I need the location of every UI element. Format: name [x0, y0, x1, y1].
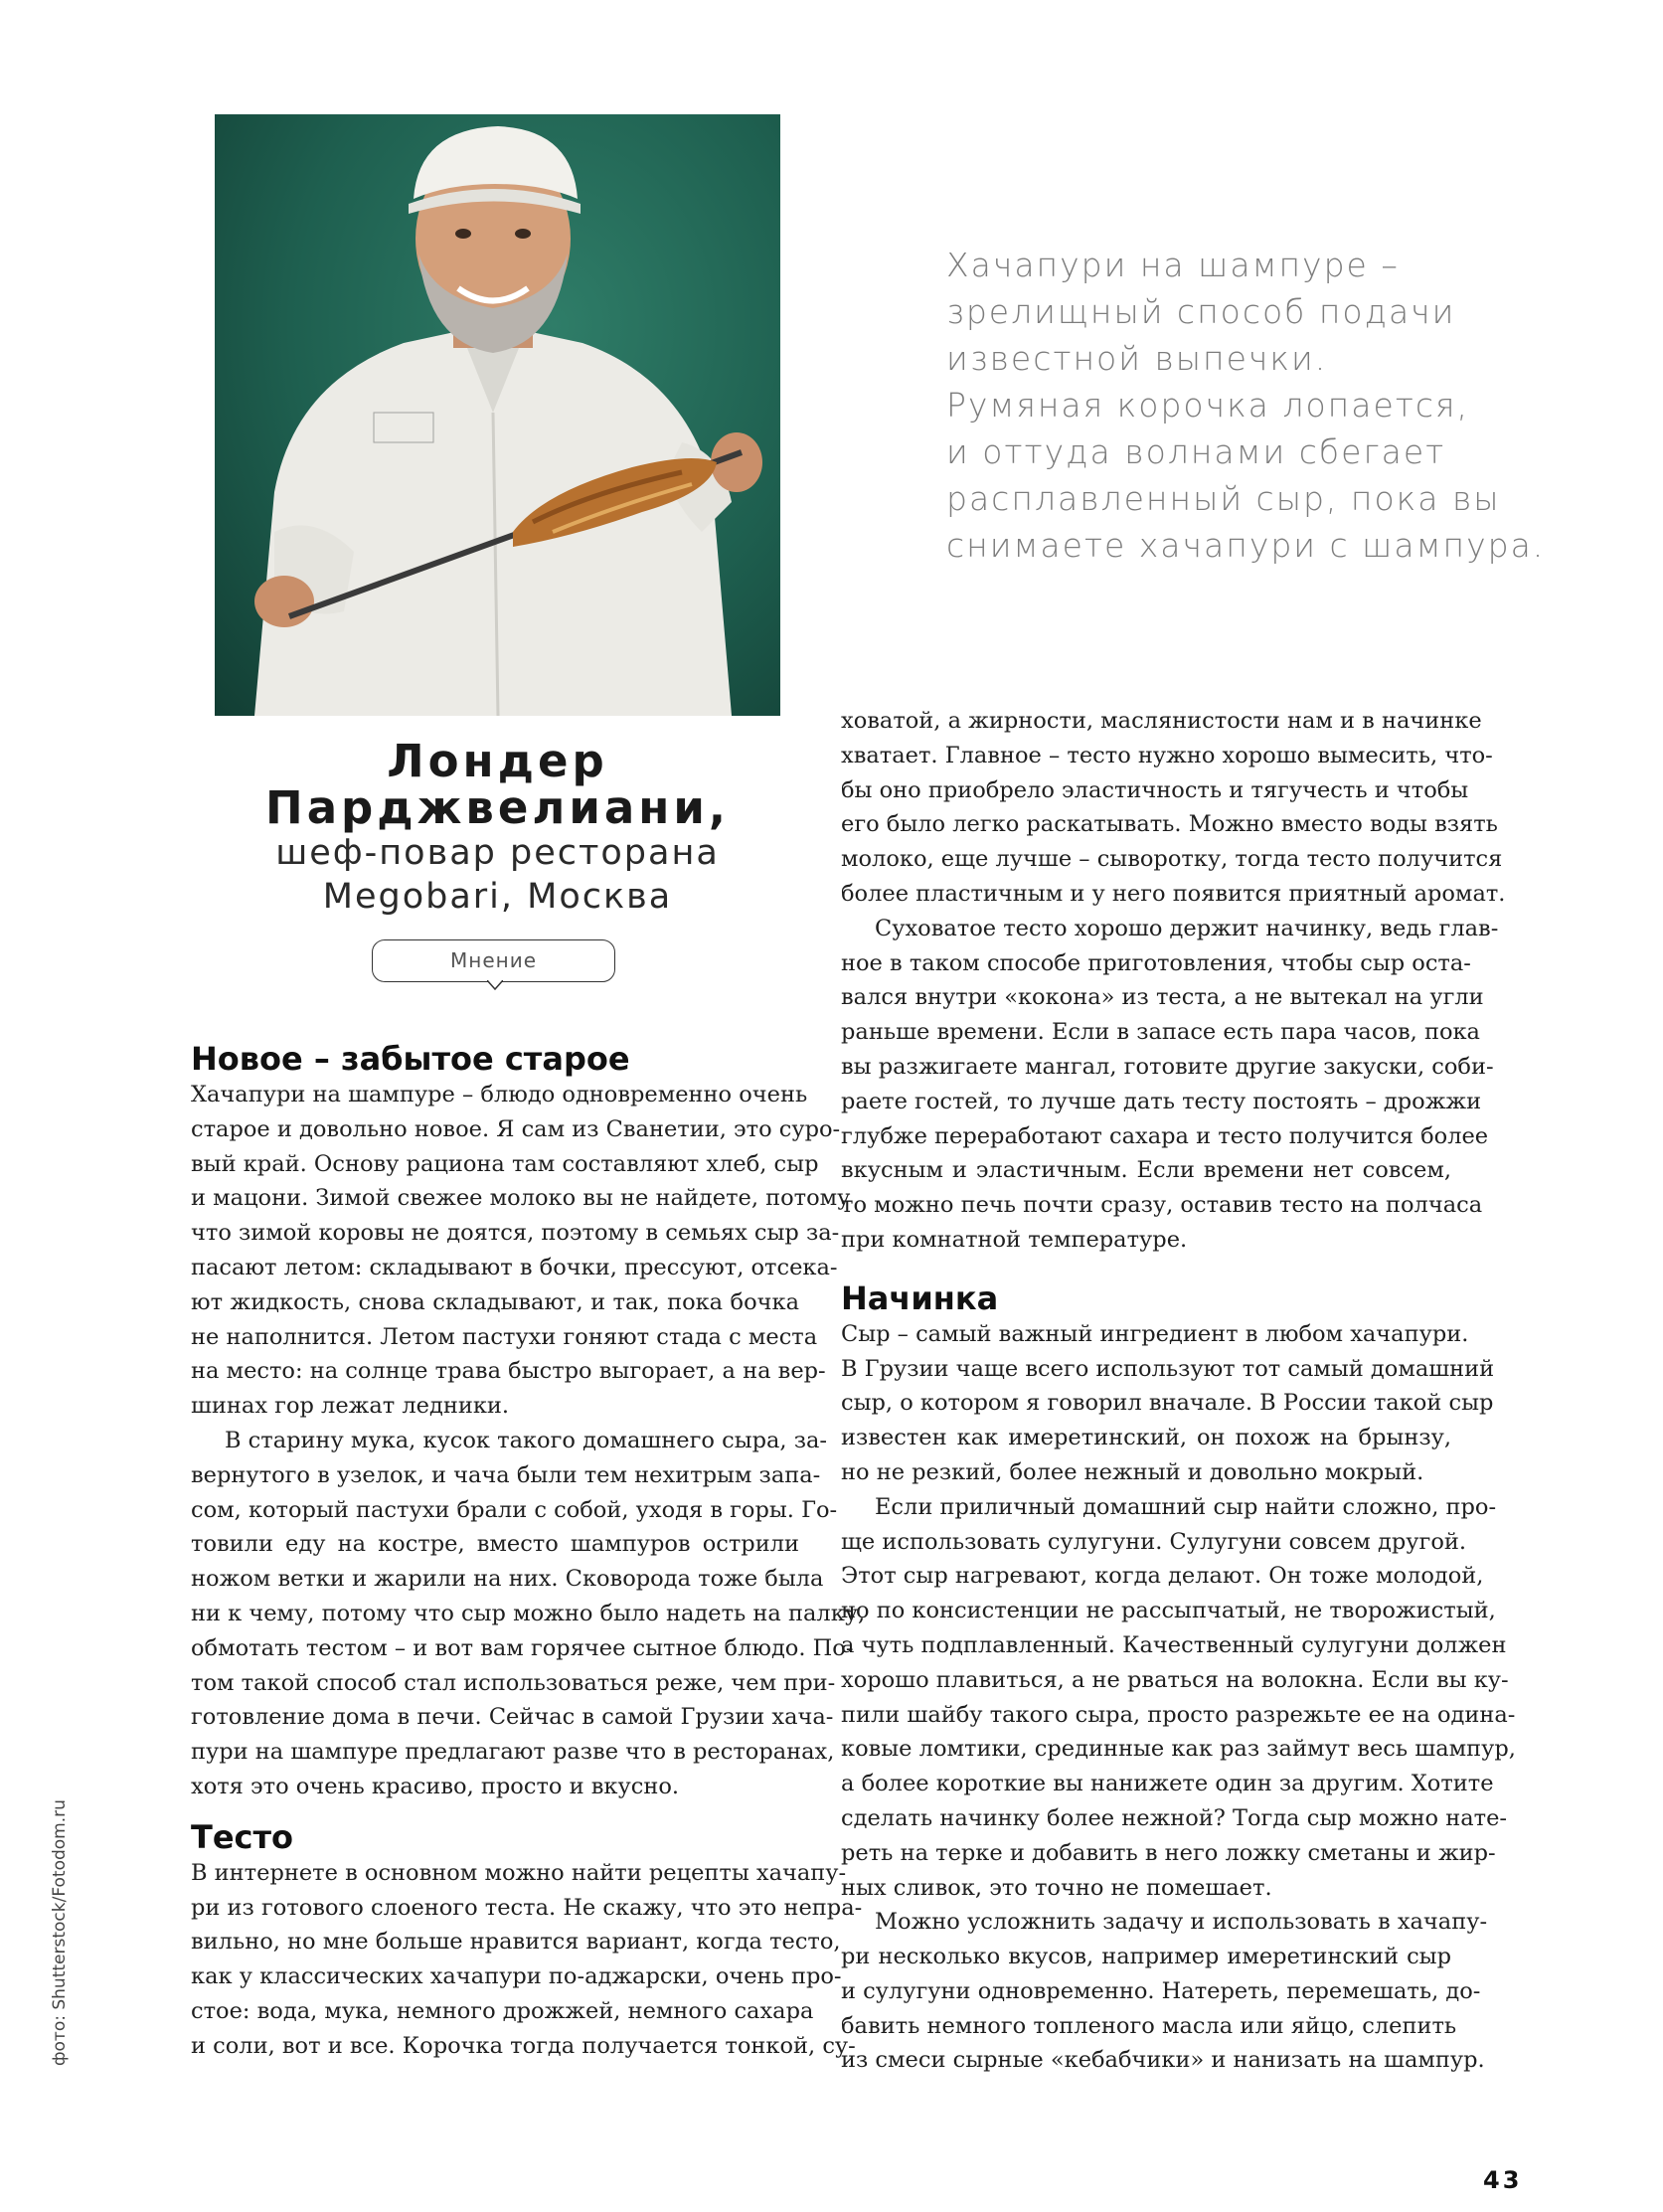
text-line: известен как имеретинский, он похож на брынзу,: [841, 1425, 1451, 1451]
text-line: вый край. Основу рациона там составляют хлеб, сыр: [191, 1150, 819, 1177]
text-line: ще использовать сулугуни. Сулугуни совсем другой.: [841, 1528, 1467, 1555]
text-line: что зимой коровы не доятся, поэтому в семьях сыр за-: [191, 1220, 840, 1247]
article-column-right: [841, 704, 1516, 2078]
text-line: В старину мука, кусок такого домашнего сыра, за-: [225, 1427, 828, 1453]
text-line: из смеси сырные «кебабчики» и нанизать на шампур.: [841, 2047, 1485, 2074]
pull-quote: [946, 242, 1546, 569]
text-line: не наполнится. Летом пастухи гоняют стада с места: [191, 1323, 818, 1350]
text-line: ковые ломтики, срединные как раз займут весь шампур,: [841, 1736, 1516, 1763]
text-line: готовление дома в печи. Сейчас в самой Грузии хача-: [191, 1704, 834, 1731]
text-line: бавить немного топленого масла или яйцо, слепить: [841, 2012, 1457, 2039]
text-line: молоко, еще лучше – сыворотку, тогда тесто получится: [841, 846, 1503, 873]
chef-photo: [215, 114, 780, 716]
text-line: сом, который пастухи брали с собой, уходя в горы. Го-: [191, 1496, 838, 1523]
text-line: шинах гор лежат ледники.: [191, 1393, 510, 1420]
quote-line: снимаете хачапури с шампура.: [946, 526, 1546, 565]
section-heading: Новое – забытое старое: [191, 1040, 630, 1078]
paragraph: [191, 1078, 851, 1424]
text-line: ножом ветки и жарили на них. Сковорода тоже была: [191, 1566, 824, 1593]
author-name-line: Лондер: [387, 735, 608, 787]
text-line: реть на терке и добавить в него ложку сметаны и жир-: [841, 1839, 1496, 1866]
text-line: а более короткие вы нанижете один за другим. Хотите: [841, 1771, 1494, 1797]
text-line: сделать начинку более нежной? Тогда сыр можно нате-: [841, 1804, 1508, 1831]
quote-line: Хачапури на шампуре –: [946, 246, 1400, 284]
paragraph: [841, 912, 1499, 1258]
text-line: Суховатое тесто хорошо держит начинку, ведь глав-: [875, 915, 1499, 941]
text-line: ри несколько вкусов, например имеретинский сыр: [841, 1944, 1451, 1970]
paragraph: [841, 704, 1506, 912]
text-line: хватает. Главное – тесто нужно хорошо вымесить, что-: [841, 742, 1493, 768]
section-heading: Начинка: [841, 1278, 999, 1317]
text-line: как у классических хачапури по-аджарски, очень про-: [191, 1963, 842, 1990]
text-line: и мацони. Зимой свежее молоко вы не найдете, потому: [191, 1185, 851, 1212]
text-line: Можно усложнить задачу и использовать в хачапу-: [875, 1909, 1488, 1936]
text-line: В Грузии чаще всего используют тот самый домашний: [841, 1355, 1495, 1382]
text-line: том такой способ стал использоваться реже, чем при-: [191, 1669, 836, 1696]
text-line: вильно, но мне больше нравится вариант, когда тесто,: [191, 1929, 841, 1956]
quote-line: расплавленный сыр, пока вы: [946, 479, 1501, 518]
text-line: Сыр – самый важный ингредиент в любом хачапури.: [841, 1320, 1469, 1347]
page-number: 43: [1483, 2166, 1523, 2194]
paragraph: [841, 1905, 1488, 2078]
paragraph: [191, 1856, 863, 2064]
text-line: но не резкий, более нежный и довольно мокрый.: [841, 1458, 1424, 1485]
text-line: его было легко раскатывать. Можно вместо воды взять: [841, 811, 1498, 838]
text-line: бы оно приобрело эластичность и тягучесть и чтобы: [841, 776, 1469, 803]
text-line: а чуть подплавленный. Качественный сулугуни должен: [841, 1631, 1507, 1658]
opinion-tag: Мнение: [372, 939, 615, 982]
text-line: то можно печь почти сразу, оставив тесто на полчаса: [841, 1192, 1483, 1219]
text-line: но по консистенции не рассыпчатый, не творожистый,: [841, 1598, 1496, 1624]
text-line: старое и довольно новое. Я сам из Сванетии, это суро-: [191, 1115, 841, 1142]
text-line: раете гостей, то лучше дать тесту постоять – дрожжи: [841, 1088, 1482, 1114]
quote-line: известной выпечки.: [946, 339, 1328, 378]
paragraph: [841, 1317, 1495, 1490]
photo-credit: фото: Shutterstock/Fotodom.ru: [50, 1799, 70, 2066]
text-line: ни к чему, потому что сыр можно было надеть на палку,: [191, 1600, 866, 1626]
quote-line: и оттуда волнами сбегает: [946, 432, 1446, 471]
text-line: обмотать тестом – и вот вам горячее сытное блюдо. По-: [191, 1634, 854, 1661]
text-line: и соли, вот и все. Корочка тогда получается тонкой, су-: [191, 2032, 856, 2059]
text-line: при комнатной температуре.: [841, 1226, 1188, 1253]
quote-line: Румяная корочка лопается,: [946, 386, 1470, 425]
author-block: [215, 735, 780, 919]
article-column-left: [191, 1040, 866, 2064]
text-line: Хачапури на шампуре – блюдо одновременно очень: [191, 1082, 808, 1107]
tag-pointer-icon: [487, 980, 503, 990]
text-line: В интернете в основном можно найти рецепты хачапу-: [191, 1859, 847, 1886]
text-line: Этот сыр нагревают, когда делают. Он тоже молодой,: [841, 1563, 1484, 1590]
text-line: сыр, о котором я говорил вначале. В России такой сыр: [841, 1390, 1494, 1417]
quote-line: зрелищный способ подачи: [946, 292, 1456, 331]
text-line: пури на шампуре предлагают разве что в ресторанах,: [191, 1739, 835, 1766]
text-line: вернутого в узелок, и чача были тем нехитрым запа-: [191, 1461, 821, 1488]
text-line: ное в таком способе приготовления, чтобы сыр оста-: [841, 949, 1471, 976]
text-line: хорошо плавиться, а не рваться на волокна. Если вы ку-: [841, 1666, 1509, 1693]
text-line: глубже переработают сахара и тесто получится более: [841, 1122, 1489, 1149]
text-line: пили шайбу такого сыра, просто разрежьте ее на одина-: [841, 1701, 1516, 1728]
text-line: ют жидкость, снова складывают, и так, пока бочка: [191, 1288, 799, 1315]
text-line: раньше времени. Если в запасе есть пара часов, пока: [841, 1019, 1480, 1046]
text-line: на место: на солнце трава быстро выгорает, а на вер-: [191, 1358, 826, 1385]
text-line: вкусным и эластичным. Если времени нет совсем,: [841, 1157, 1451, 1184]
text-line: пасают летом: складывают в бочки, прессуют, отсека-: [191, 1254, 838, 1280]
text-line: ных сливок, это точно не помешает.: [841, 1874, 1272, 1901]
text-line: вался внутри «кокона» из теста, а не вытекал на угли: [841, 984, 1484, 1011]
paragraph: [191, 1424, 866, 1804]
paragraph: [841, 1490, 1516, 1906]
text-line: более пластичным и у него появится приятный аромат.: [841, 880, 1506, 907]
author-name-line: Парджвелиани,: [265, 781, 730, 834]
text-line: вы разжигаете мангал, готовите другие закуски, соби-: [841, 1053, 1494, 1080]
text-line: стое: вода, мука, немного дрожжей, немного сахара: [191, 1997, 814, 2024]
section-heading: Тесто: [191, 1817, 294, 1856]
text-line: и сулугуни одновременно. Натереть, перемешать, до-: [841, 1977, 1481, 2004]
author-role-line: шеф-повар ресторана: [275, 833, 720, 873]
text-line: товили еду на костре, вместо шампуров острили: [191, 1531, 799, 1558]
text-line: ховатой, а жирности, маслянистости нам и в начинке: [841, 708, 1482, 734]
text-line: хотя это очень красиво, просто и вкусно.: [191, 1773, 680, 1799]
text-line: Если приличный домашний сыр найти сложно, про-: [875, 1493, 1497, 1520]
text-line: ри из готового слоеного теста. Не скажу, что это непра-: [191, 1894, 863, 1921]
author-role-line: Megobari, Москва: [322, 877, 673, 917]
